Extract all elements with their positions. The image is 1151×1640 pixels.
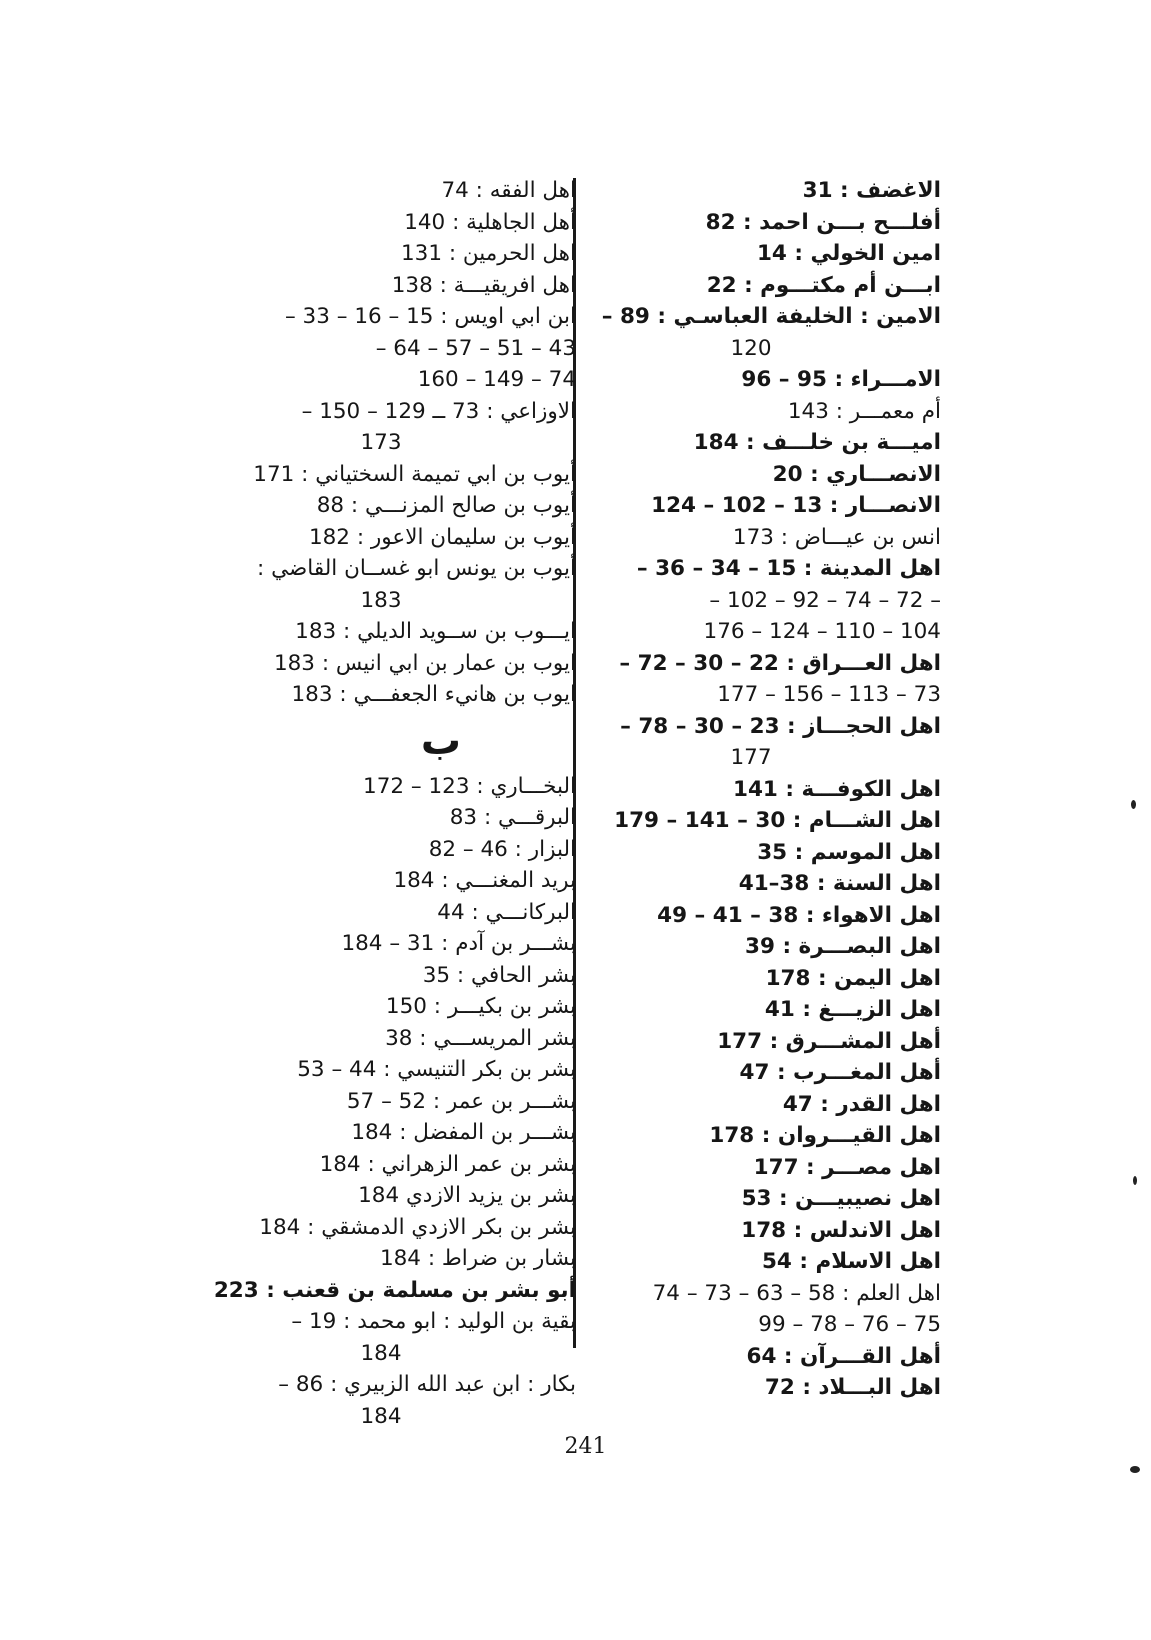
index-entry: اهل العـــراق : 22 – 30 – 72 – [619, 650, 941, 676]
index-entry: أيوب بن ابي تميمة السختياني : 171 [253, 461, 576, 487]
index-entry: اهل العلم : 58 – 63 – 73 – 74 [652, 1280, 941, 1306]
index-entry: الاوزاعي : 73 ــ 129 – 150 – [301, 398, 576, 424]
index-entry: بشار بن ضراط : 184 [379, 1246, 576, 1271]
index-entry: 75 – 76 – 78 – 99 [758, 1312, 941, 1337]
index-entry: 43 – 51 – 57 – 64 – [375, 335, 576, 361]
index-entry: 74 – 149 – 160 [417, 367, 576, 392]
index-entry: 104 – 110 – 124 – 176 [703, 619, 941, 644]
index-entry: بشر الحافي : 35 [422, 962, 576, 988]
index-entry: البركانـــي : 44 [437, 899, 576, 925]
letter-heading-ba: ب [420, 717, 462, 764]
index-entry: الامين : الخليفة العباسـي : 89 – [601, 304, 941, 329]
index-entry: اهل الاسلام : 54 [761, 1249, 941, 1274]
index-entry: اهل المدينة : 15 – 34 – 36 – [636, 556, 941, 581]
index-entry: أيوب بن يونس ابو غســان القاضي : [257, 556, 576, 581]
index-entry: 73 – 113 – 156 – 177 [717, 682, 941, 707]
index-entry: ايوب بن عمار بن ابي انيس : 183 [273, 650, 576, 676]
index-entry: اهل السنة : 38–41 [738, 871, 941, 896]
index-entry: اهل القيـــروان : 178 [709, 1123, 941, 1148]
index-entry: بشر بن بكر الازدي الدمشقي : 184 [259, 1214, 576, 1240]
index-entry: – 72 – 74 – 92 – 102 – [709, 587, 941, 613]
index-entry: ابن ابي اويس : 15 – 16 – 33 – [284, 304, 576, 329]
index-entry: الانصـــار : 13 – 102 – 124 [651, 493, 941, 518]
index-entry: اهل الكوفـــة : 141 [733, 776, 941, 802]
index-section-ba [186, 771, 576, 1433]
index-column-left [186, 175, 576, 1432]
index-entry: بشر بن عمر الزهراني : 184 [319, 1151, 576, 1177]
index-entry: اهل مصـــر : 177 [753, 1154, 941, 1180]
index-entry: الاغضف : 31 [802, 178, 941, 203]
index-entry: اميـــة بن خلـــف : 184 [693, 430, 941, 455]
index-entry: أهل القـــرآن : 64 [746, 1343, 941, 1369]
scan-speck [1131, 800, 1136, 809]
scan-speck [1130, 1466, 1140, 1473]
index-entry: أيوب بن صالح المزنـــي : 88 [316, 493, 576, 518]
index-entry: 184 [360, 1403, 402, 1429]
index-entry: البزار : 46 – 82 [428, 836, 576, 862]
index-entry: الامـــراء : 95 – 96 [741, 367, 941, 392]
index-entry: أيوب بن سليمان الاعور : 182 [308, 524, 576, 550]
index-entry: ايوب بن هانيء الجعفـــي : 183 [291, 682, 576, 707]
index-entry: 173 [360, 430, 402, 455]
index-entry: أفلـــح بـــن احمد : 82 [705, 209, 941, 235]
index-entry: ابـــن أم مكتـــوم : 22 [706, 272, 941, 298]
index-entry: اهل الحجـــاز : 23 – 30 – 78 – [620, 713, 941, 739]
index-entry: اهل الحرمين : 131 [400, 241, 576, 266]
index-entry: اهل البـــلاد : 72 [764, 1375, 941, 1400]
index-entry: اهل الاهواء : 38 – 41 – 49 [657, 902, 941, 928]
index-entry: أبو بشر بن مسلمة بن قعنب : 223 [213, 1277, 576, 1303]
index-entry: اهل نصيبيـــن : 53 [741, 1186, 941, 1211]
index-entry: الانصـــاري : 20 [772, 461, 941, 487]
index-entry: بشر المريســـي : 38 [385, 1025, 576, 1051]
scan-speck [1133, 1176, 1137, 1185]
index-entry: اهل الزيـــغ : 41 [764, 997, 941, 1022]
index-entry: اهل الشـــام : 30 – 141 – 179 [614, 808, 941, 833]
index-entry: أهل المشـــرق : 177 [717, 1028, 941, 1054]
index-entry: أهل المغـــرب : 47 [739, 1060, 941, 1085]
index-entry: بقية بن الوليد : ابو محمد : 19 – [291, 1309, 576, 1334]
page-number: 241 [564, 1434, 607, 1459]
index-entry: 183 [360, 587, 402, 613]
index-section-alif [186, 175, 576, 711]
index-entry: 177 [730, 745, 772, 770]
index-entry: البرقـــي : 83 [449, 805, 576, 830]
index-entry: بشـــر بن المفضل : 184 [351, 1120, 576, 1145]
index-entry: 120 [730, 335, 772, 361]
index-entry: اهل القدر : 47 [782, 1091, 941, 1117]
index-entry: بشر بن بكر التنيسي : 44 – 53 [297, 1057, 576, 1082]
index-entry: اهل البصـــرة : 39 [745, 934, 941, 959]
index-entry: بشر بن بكيـــر : 150 [385, 994, 576, 1019]
index-entry: 184 [360, 1340, 402, 1366]
index-entry: اهل الفقه : 74 [441, 178, 576, 203]
index-entry: انس بن عيـــاض : 173 [732, 524, 941, 550]
index-entry: بشر بن يزيد الازدي 184 [358, 1183, 576, 1208]
index-entry: أهل الجاهلية : 140 [404, 209, 576, 235]
index-entry: بشـــر بن آدم : 31 – 184 [341, 931, 576, 956]
index-entry: اهل اليمن : 178 [765, 965, 941, 991]
index-entry: اهل الموسم : 35 [757, 839, 941, 865]
index-entry: بكار : ابن عبد الله الزبيري : 86 – [278, 1372, 576, 1397]
index-entry: اهل الاندلس : 178 [741, 1217, 941, 1243]
index-column-right [561, 175, 941, 1404]
index-entry: البخـــاري : 123 – 172 [363, 773, 576, 799]
index-entry: ايـــوب بن ســويد الديلي : 183 [295, 619, 576, 644]
index-entry: امين الخولي : 14 [756, 241, 941, 266]
index-entry: بريد المغنـــي : 184 [393, 868, 576, 893]
index-entry: أم معمـــر : 143 [787, 398, 941, 424]
index-entry: اهل افريقيـــة : 138 [391, 272, 576, 298]
index-entry: بشـــر بن عمر : 52 – 57 [346, 1088, 576, 1114]
